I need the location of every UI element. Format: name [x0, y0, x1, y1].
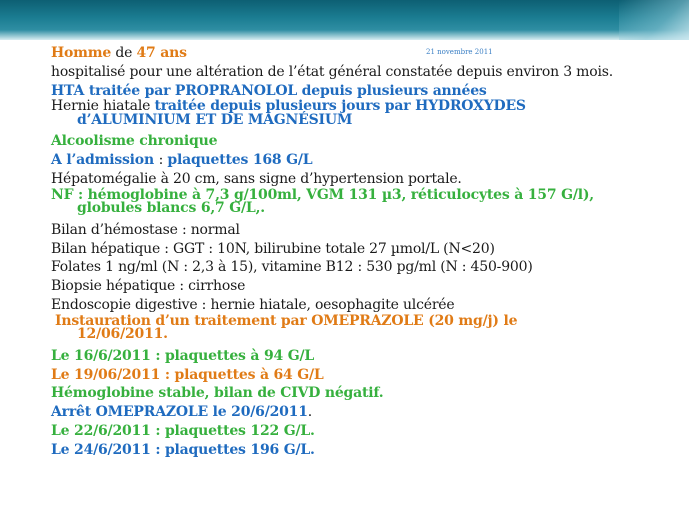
line-alcoolisme: Alcoolisme chronique — [51, 133, 218, 150]
slide-body — [51, 44, 681, 460]
line-biopsie: Biopsie hépatique : cirrhose — [51, 278, 246, 295]
header-band — [0, 0, 689, 40]
header-corner-decoration — [619, 0, 689, 40]
line-folates: Folates 1 ng/ml (N : 2,3 à 15), vitamine B12 : 530 pg/ml (N : 450-900) — [51, 259, 533, 276]
line-endoscopie: Endoscopie digestive : hernie hiatale, oesophagite ulcérée — [51, 296, 455, 313]
line-omeprazole-start — [51, 312, 681, 343]
patient-sex: Homme — [51, 45, 112, 61]
nf-values-cont: globules blancs 6,7 G/L,. — [77, 200, 265, 217]
line-plaquettes-22: Le 22/6/2011 : plaquettes 122 G/L. — [51, 422, 315, 439]
line-hemostase: Bilan d’hémostase : normal — [51, 221, 240, 238]
line-nf — [51, 186, 681, 217]
line-arret-omeprazole — [51, 403, 681, 422]
patient-de: de — [111, 45, 137, 61]
line-hernie — [51, 100, 681, 127]
line-plaquettes-16: Le 16/6/2011 : plaquettes à 94 G/L — [51, 347, 315, 364]
admission-plaquettes: plaquettes 168 G/L — [167, 152, 313, 169]
admission-colon: : — [158, 152, 168, 169]
line-hepatomegalie: Hépatomégalie à 20 cm, sans signe d’hypertension portale. — [51, 170, 462, 187]
slide-date: 21 novembre 2011 — [426, 48, 493, 56]
hernie-treatment-cont: d’ALUMINIUM ET DE MAGNÉSIUM — [77, 111, 353, 128]
omeprazole-start-text: Instauration d’un traitement par OMEPRAZOLE (20 mg/j) le — [55, 312, 518, 329]
line-hemoglobine-civd: Hémoglobine stable, bilan de CIVD négatif. — [51, 385, 384, 402]
line-admission — [51, 151, 681, 170]
line-hta: HTA traitée par PROPRANOLOL depuis plusieurs années — [51, 82, 487, 99]
line-hospitalisation: hospitalisé pour une altération de l’état général constatée depuis environ 3 mois. — [51, 63, 613, 80]
line-plaquettes-19: Le 19/06/2011 : plaquettes à 64 G/L — [51, 366, 324, 383]
admission-label: A l’admission — [51, 152, 159, 169]
hernie-treatment: traitée depuis plusieurs jours par HYDROXYDES — [154, 98, 526, 115]
omeprazole-start-date: 12/06/2011. — [77, 326, 168, 343]
line-plaquettes-24: Le 24/6/2011 : plaquettes 196 G/L. — [51, 441, 315, 458]
hernie-label: Hernie hiatale — [51, 98, 155, 115]
arret-text: Arrêt OMEPRAZOLE le 20/6/2011 — [51, 404, 308, 421]
line-patient — [51, 44, 681, 63]
patient-age: 47 ans — [136, 45, 187, 61]
line-bilan-hepatique: Bilan hépatique : GGT : 10N, bilirubine totale 27 µmol/L (N<20) — [51, 240, 495, 257]
nf-values: NF : hémoglobine à 7,3 g/100ml, VGM 131 µ3, réticulocytes à 157 G/l), — [51, 186, 594, 203]
arret-period: . — [307, 404, 313, 421]
